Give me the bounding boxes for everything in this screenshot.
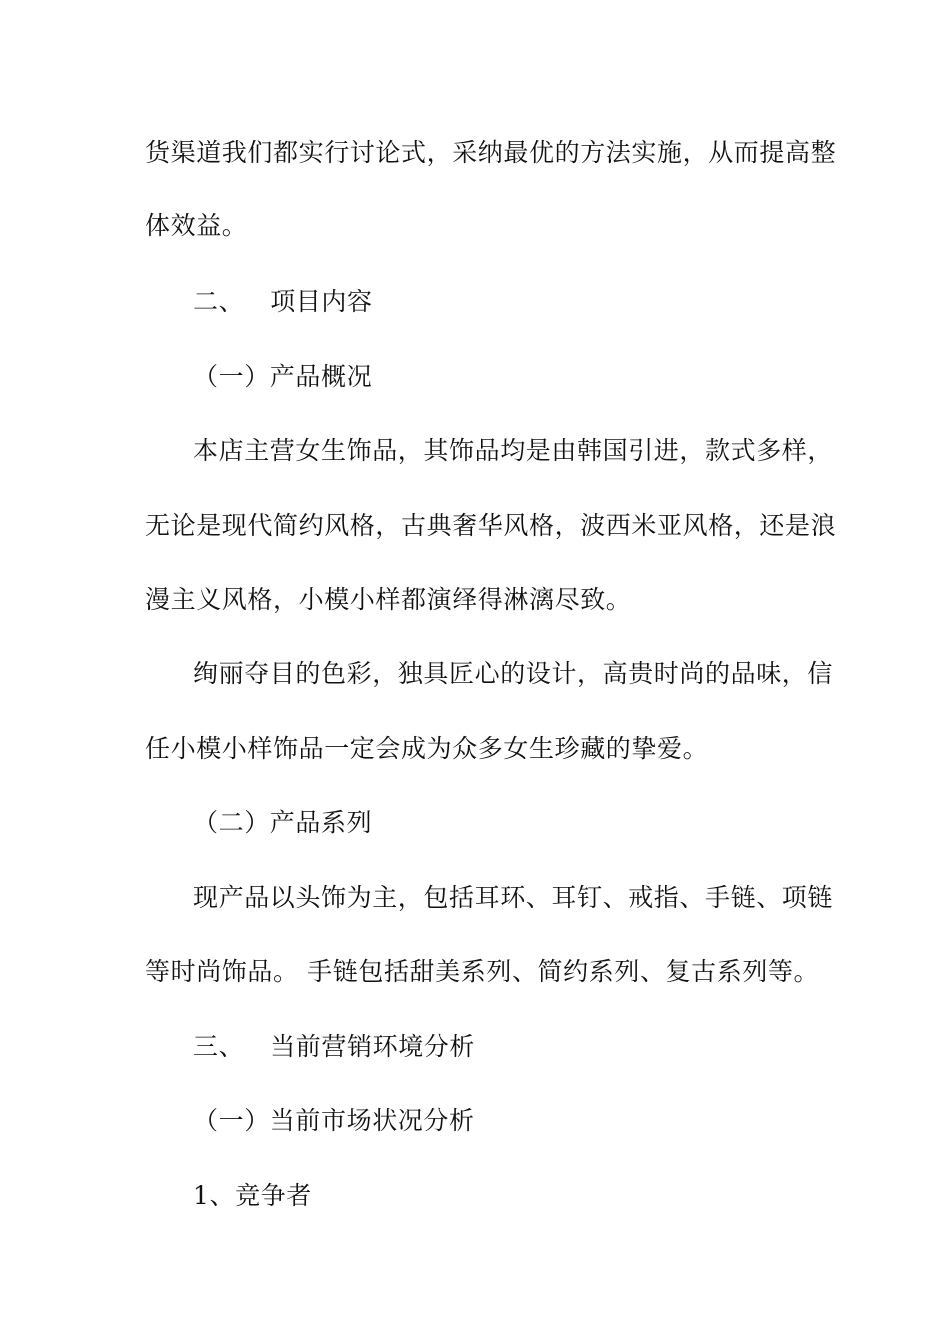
subsection-heading: （一）产品概况 — [193, 362, 373, 391]
paragraph-line: 绚丽夺目的色彩，独具匠心的设计，高贵时尚的品味，信 — [193, 659, 834, 688]
paragraph-line: 任小模小样饰品一定会成为众多女生珍藏的挚爱。 — [145, 734, 709, 763]
section-title: 项目内容 — [270, 287, 373, 316]
paragraph-line: 漫主义风格，小模小样都演绎得淋漓尽致。 — [145, 585, 632, 614]
section-number: 三、 — [193, 1032, 245, 1061]
section-number: 二、 — [193, 287, 245, 316]
subsection-heading: （二）产品系列 — [193, 808, 373, 837]
paragraph-line: 现产品以头饰为主，包括耳环、耳钉、戒指、手链、项链 — [193, 883, 834, 912]
list-item-heading: 1、竞争者 — [193, 1181, 312, 1210]
section-title: 当前营销环境分析 — [270, 1032, 476, 1061]
subsection-heading: （一）当前市场状况分析 — [193, 1106, 475, 1135]
paragraph-line: 货渠道我们都实行讨论式，采纳最优的方法实施，从而提高整 — [145, 138, 837, 167]
paragraph-line: 体效益。 — [145, 211, 248, 240]
paragraph-line: 本店主营女生饰品，其饰品均是由韩国引进，款式多样， — [193, 436, 834, 465]
section-heading-3 — [193, 1030, 475, 1064]
paragraph-line: 无论是现代简约风格，古典奢华风格，波西米亚风格，还是浪 — [145, 511, 837, 540]
paragraph-line: 等时尚饰品。 手链包括甜美系列、简约系列、复古系列等。 — [145, 957, 820, 986]
section-heading-2 — [193, 285, 373, 319]
